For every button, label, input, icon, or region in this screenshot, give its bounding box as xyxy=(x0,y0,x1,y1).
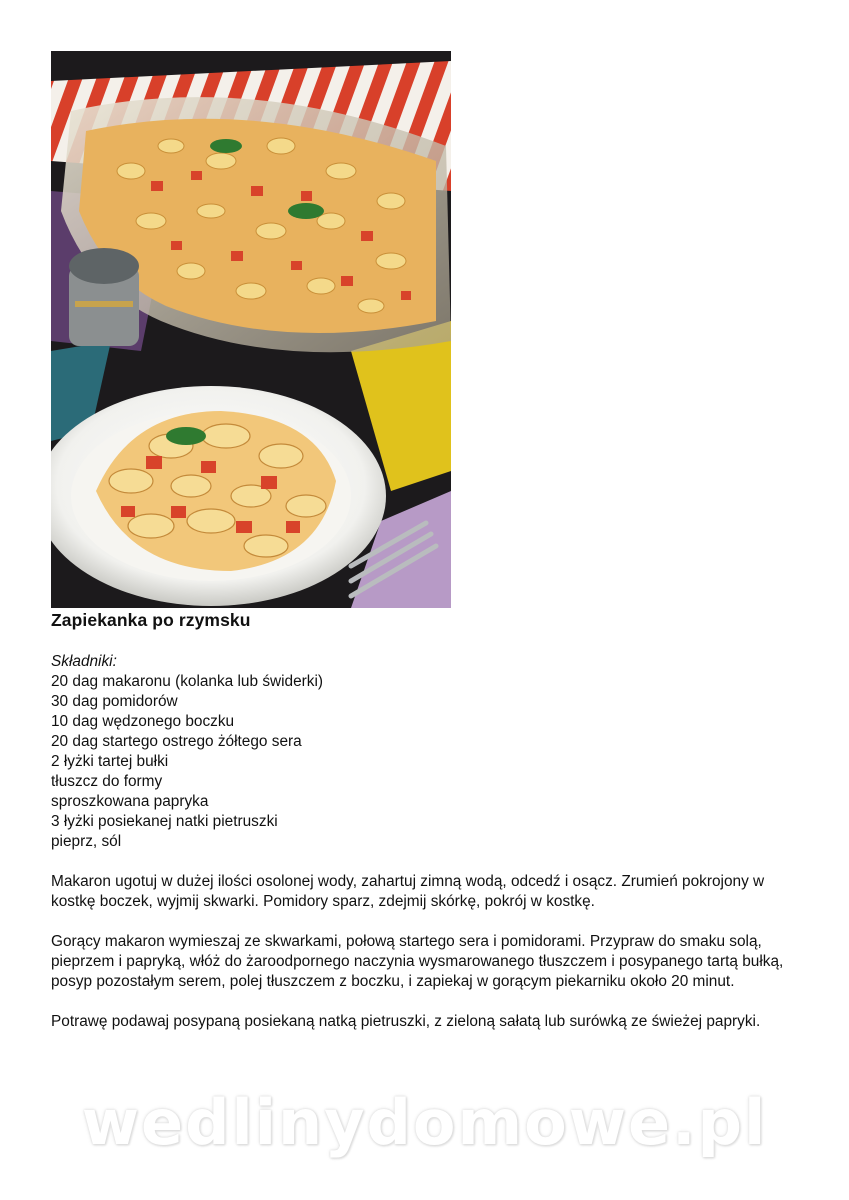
watermark: wedlinydomowe.pl xyxy=(81,1086,768,1159)
ingredient-item: tłuszcz do formy xyxy=(51,773,163,790)
ingredient-item: 20 dag makaronu (kolanka lub świderki) xyxy=(51,673,324,690)
ingredient-item: pieprz, sól xyxy=(51,833,122,850)
serving-plate xyxy=(51,386,386,606)
instructions-paragraph-1: Makaron ugotuj w dużej ilości osolonej wody, zahartuj zimną wodą, odcedź i osącz. Zrumień pokrojony w kostkę boczek, wyjmij skwarki. Pomidory sparz, zdejmij skórkę, pokrój w kostkę. xyxy=(51,873,765,910)
recipe-content xyxy=(51,652,801,1032)
recipe-photo xyxy=(51,51,451,608)
recipe-title: Zapiekanka po rzymsku xyxy=(51,610,251,630)
ingredient-item: 2 łyżki tartej bułki xyxy=(51,753,169,770)
ingredient-item: 10 dag wędzonego boczku xyxy=(51,713,235,730)
ingredients-list xyxy=(51,672,801,852)
instructions-paragraph-2: Gorący makaron wymieszaj ze skwarkami, połową startego sera i pomidorami. Przypraw do smaku solą, pieprzem i papryką, włóż do żaroodpornego naczynia wysmarowanego tłuszczem i posypanego tartą bułką, posyp pozostałym serem, polej tłuszczem z boczku, i zapiekaj w gorącym piekarniku około 20 minut. xyxy=(51,933,784,990)
salt-shaker xyxy=(69,248,139,346)
instructions-paragraph-3: Potrawę podawaj posypaną posiekaną natką pietruszki, z zieloną sałatą lub surówką ze świeżej papryki. xyxy=(51,1013,761,1030)
ingredient-item: sproszkowana papryka xyxy=(51,793,209,810)
ingredient-item: 30 dag pomidorów xyxy=(51,693,178,710)
ingredient-item: 20 dag startego ostrego żółtego sera xyxy=(51,733,302,750)
ingredients-label: Składniki: xyxy=(51,653,117,670)
ingredient-item: 3 łyżki posiekanej natki pietruszki xyxy=(51,813,278,830)
